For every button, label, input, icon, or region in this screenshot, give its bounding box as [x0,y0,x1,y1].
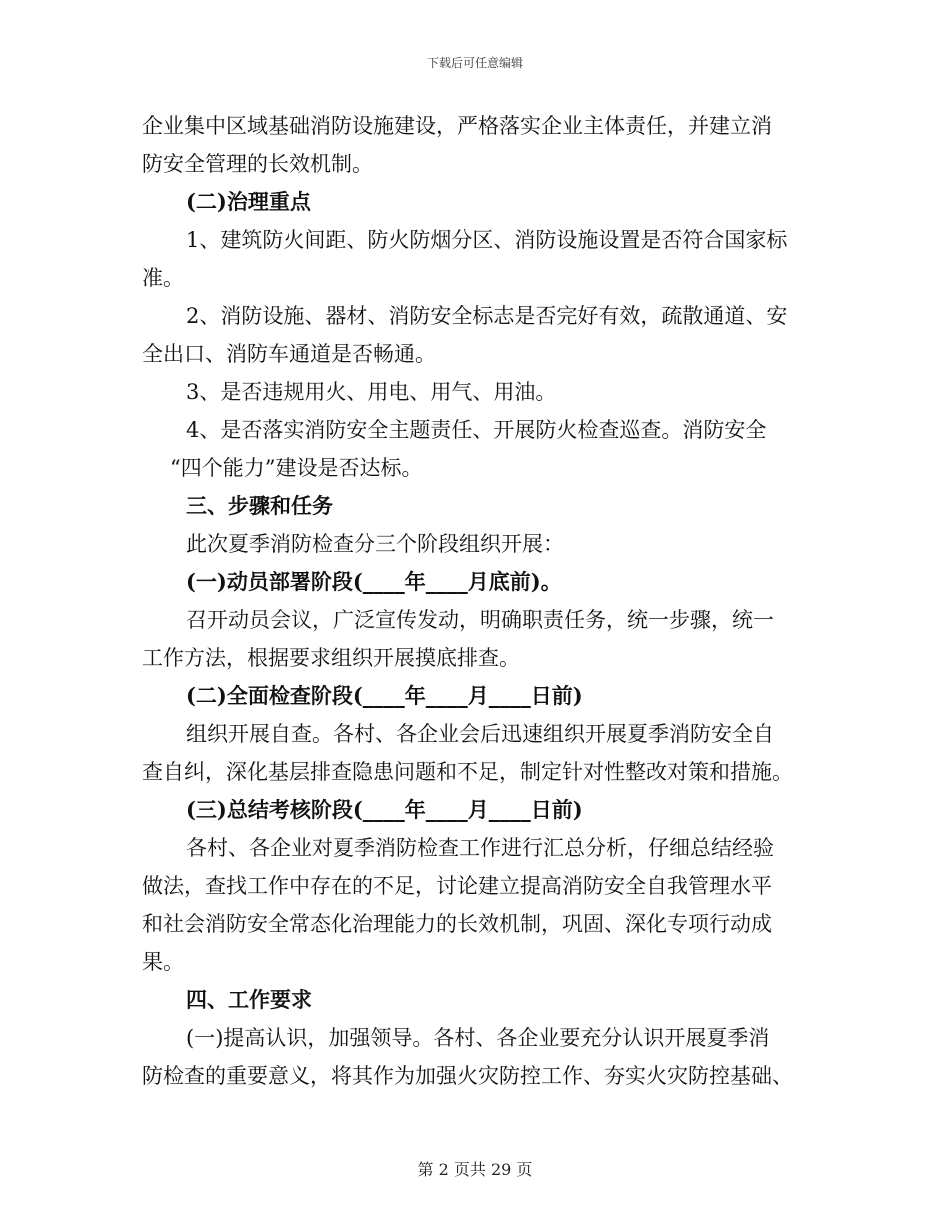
subsection-heading: (二)全面检查阶段(____年____月____日前) [186,683,583,708]
paragraph-line: 4、是否落实消防安全主题责任、开展防火检查巡查。消防安全 [186,418,767,442]
paragraph-line: 3、是否违规用火、用电、用气、用油。 [186,380,557,404]
subsection-heading: (三)总结考核阶段(____年____月____日前) [186,797,583,822]
paragraph-line: 企业集中区域基础消防设施建设，严格落实企业主体责任，并建立消 [142,114,772,138]
paragraph-line: 工作方法，根据要求组织开展摸底排查。 [142,646,520,670]
paragraph-line: 召开动员会议，广泛宣传发动，明确职责任务，统一步骤，统一 [186,608,774,632]
paragraph-line: 防安全管理的长效机制。 [142,152,373,176]
paragraph-line: 2、消防设施、器材、消防安全标志是否完好有效，疏散通道、安 [186,304,788,328]
section-heading: 四、工作要求 [186,987,312,1012]
paragraph-line: 组织开展自查。各村、各企业会后迅速组织开展夏季消防安全自 [186,722,774,746]
subsection-heading: (一)动员部署阶段(____年____月底前)。 [186,569,562,594]
paragraph-line: 全出口、消防车通道是否畅通。 [142,342,436,366]
paragraph-line: 1、建筑防火间距、防火防烟分区、消防设施设置是否符合国家标 [186,228,788,252]
paragraph-line: 果。 [142,950,184,974]
paragraph-line: (一)提高认识，加强领导。各村、各企业要充分认识开展夏季消 [186,1026,770,1050]
paragraph-line: 和社会消防安全常态化治理能力的长效机制，巩固、深化专项行动成 [142,912,772,936]
section-heading: (二)治理重点 [186,189,311,214]
document-body [142,107,814,1095]
paragraph-line: 防检查的重要意义，将其作为加强火灾防控工作、夯实火灾防控基础、 [142,1064,793,1088]
paragraph-line: 查自纠，深化基层排查隐患问题和不足，制定针对性整改对策和措施。 [142,760,793,784]
paragraph-line: 此次夏季消防检查分三个阶段组织开展： [186,532,564,556]
page-number: 第 2 页共 29 页 [417,1160,533,1179]
paragraph-line: 各村、各企业对夏季消防检查工作进行汇总分析，仔细总结经验 [186,836,774,860]
section-heading: 三、步骤和任务 [186,493,333,518]
paragraph-line: 准。 [142,266,184,290]
page-header-note: 下载后可任意编辑 [426,56,523,70]
paragraph-line: 做法，查找工作中存在的不足，讨论建立提高消防安全自我管理水平 [142,874,772,898]
paragraph-line: “四个能力”建设是否达标。 [170,456,423,480]
